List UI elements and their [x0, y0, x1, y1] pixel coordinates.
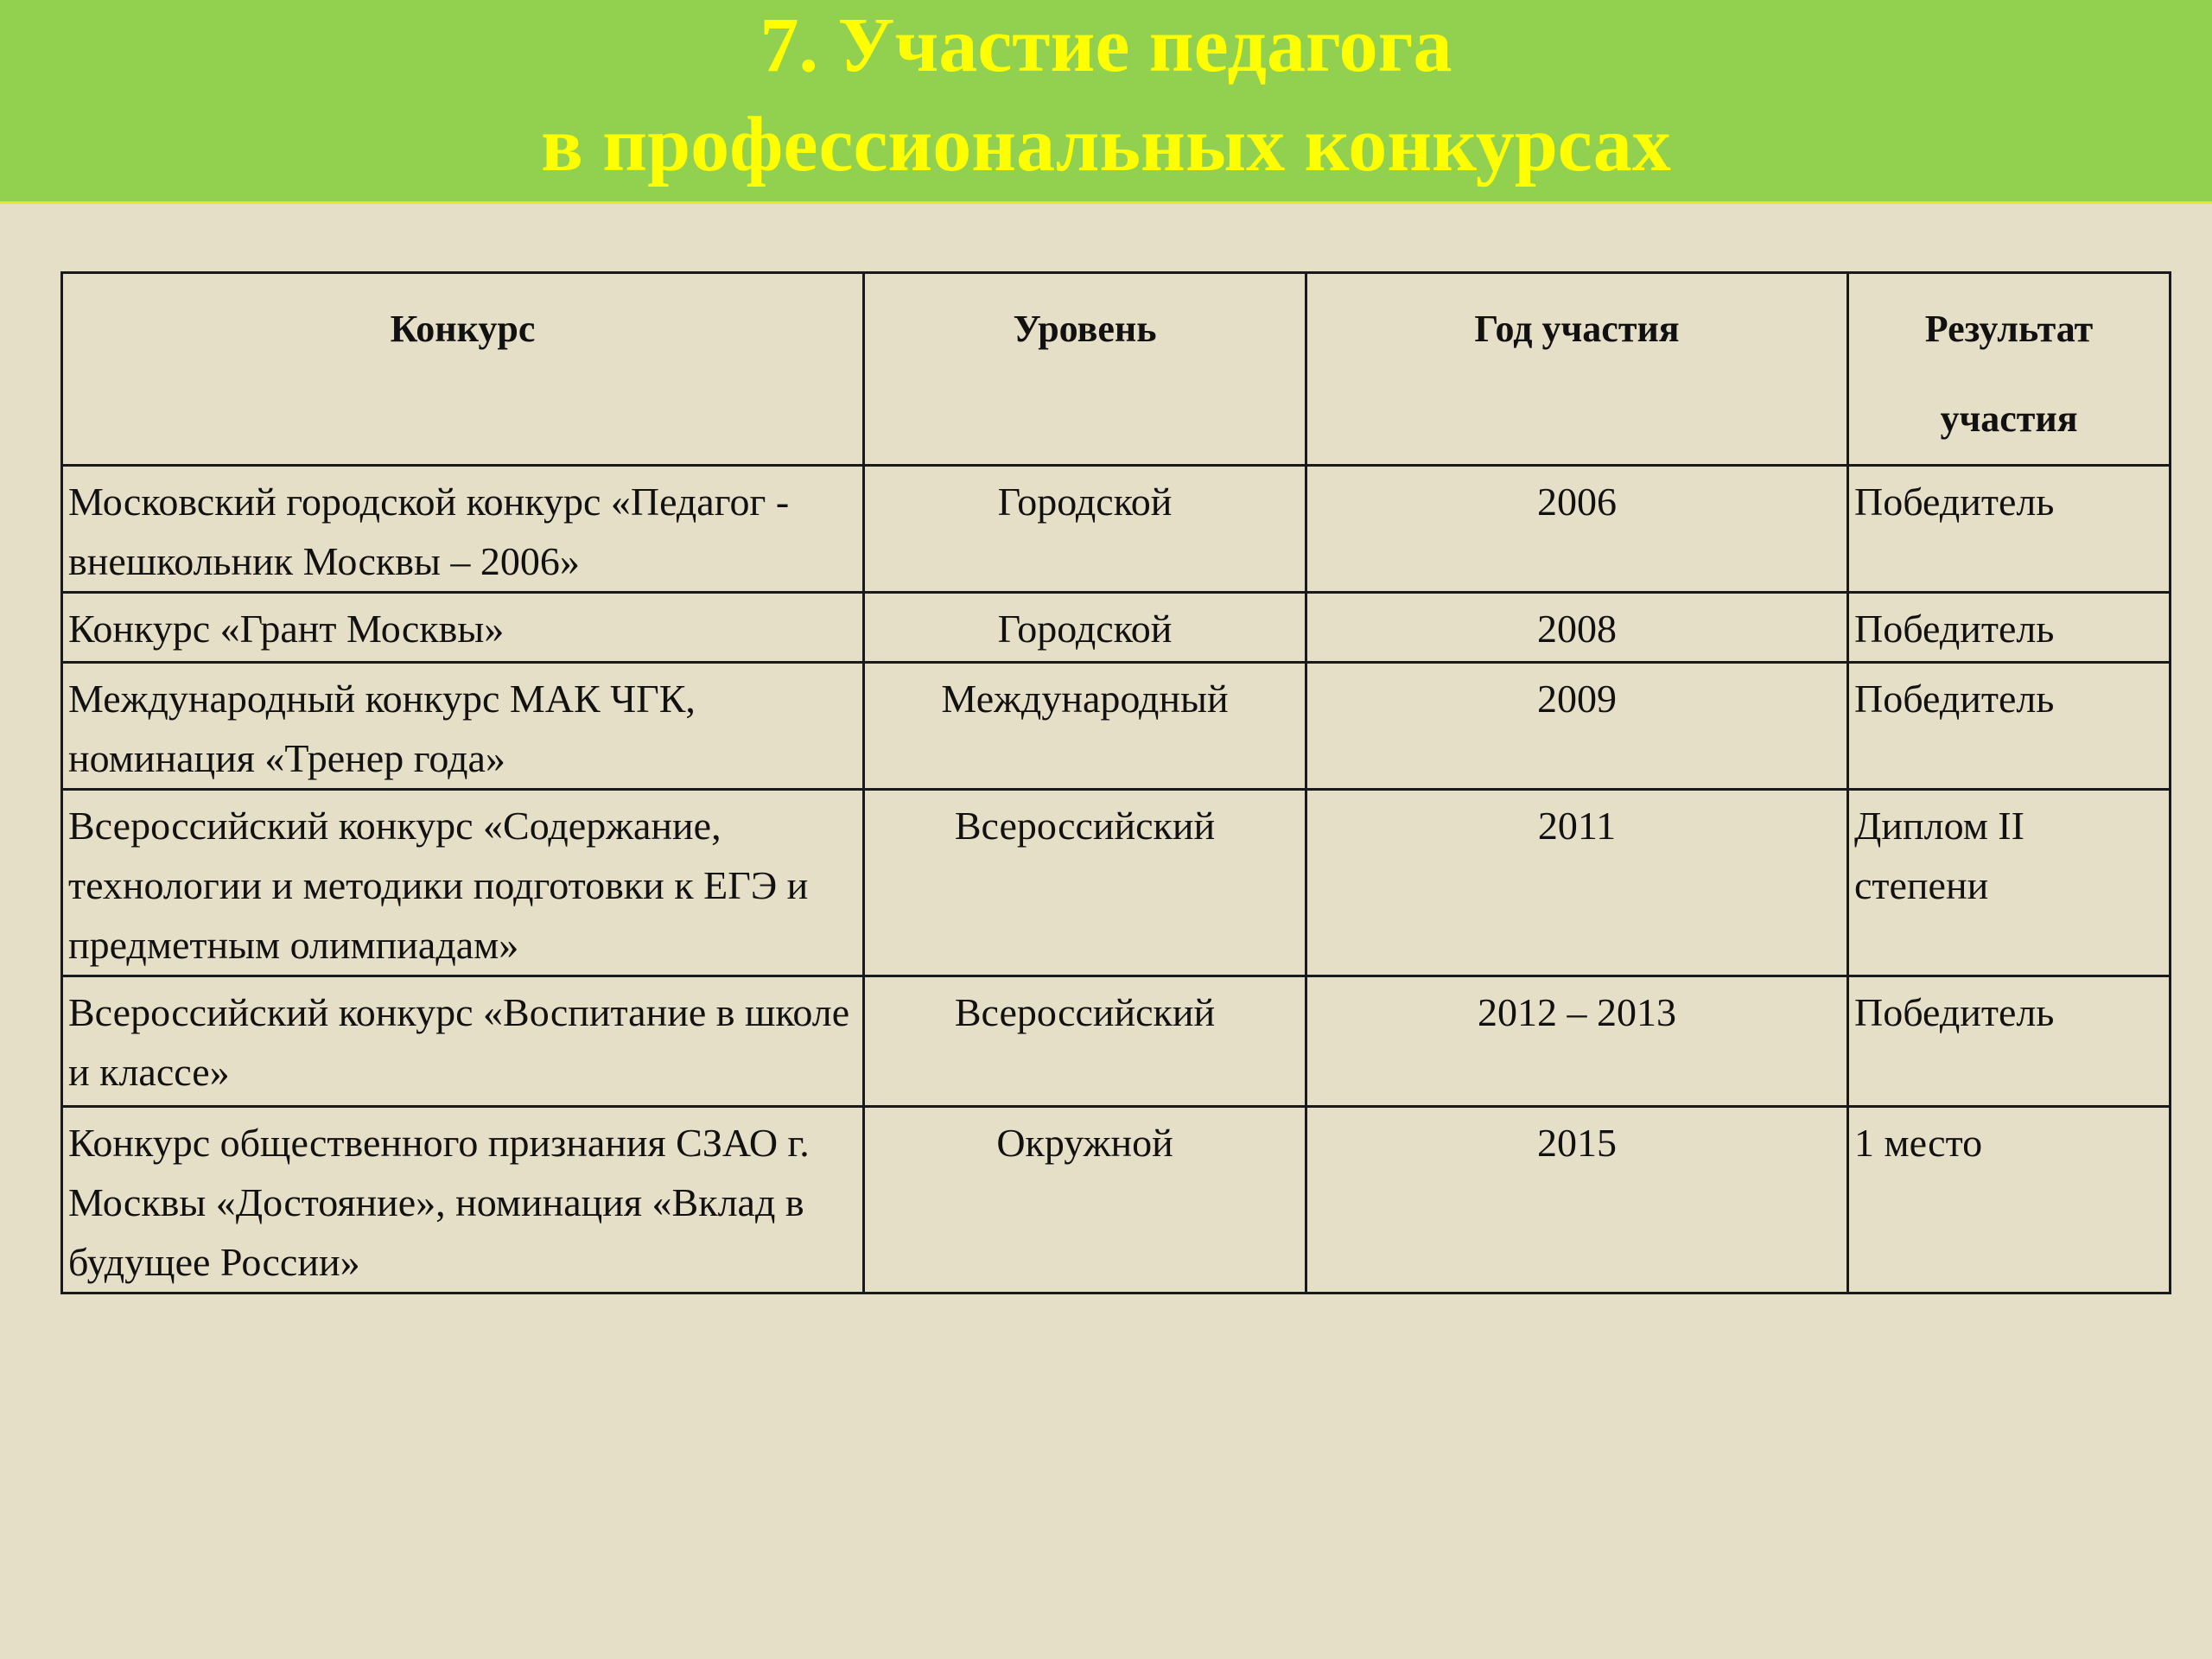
cell-contest: Всероссийский конкурс «Воспитание в школе и классе» — [62, 976, 864, 1107]
cell-year: 2009 — [1306, 663, 1848, 790]
table-row — [62, 790, 2171, 976]
cell-result: Победитель — [1848, 663, 2171, 790]
header-result-line-2: участия — [1940, 397, 2078, 440]
page-title-line-1: 7. Участие педагога — [760, 3, 1452, 88]
table-row — [62, 466, 2171, 593]
cell-level: Всероссийский — [864, 790, 1306, 976]
cell-year: 2012 – 2013 — [1306, 976, 1848, 1107]
cell-result: 1 место — [1848, 1107, 2171, 1294]
title-banner — [0, 0, 2212, 204]
contests-table — [60, 271, 2171, 1294]
cell-contest: Всероссийский конкурс «Содержание, технологии и методики подготовки к ЕГЭ и предметным олимпиадам» — [62, 790, 864, 976]
header-result — [1848, 273, 2171, 466]
table-header-row — [62, 273, 2171, 466]
cell-year: 2011 — [1306, 790, 1848, 976]
cell-contest: Конкурс общественного признания СЗАО г. Москвы «Достояние», номинация «Вклад в будущее России» — [62, 1107, 864, 1294]
cell-year: 2015 — [1306, 1107, 1848, 1294]
cell-level: Городской — [864, 466, 1306, 593]
cell-year: 2006 — [1306, 466, 1848, 593]
header-level: Уровень — [864, 273, 1306, 466]
cell-result: Диплом II степени — [1848, 790, 2171, 976]
cell-contest: Московский городской конкурс «Педагог - внешкольник Москвы – 2006» — [62, 466, 864, 593]
header-year: Год участия — [1306, 273, 1848, 466]
cell-result: Победитель — [1848, 976, 2171, 1107]
cell-contest: Международный конкурс МАК ЧГК, номинация «Тренер года» — [62, 663, 864, 790]
cell-result: Победитель — [1848, 593, 2171, 663]
table-row — [62, 593, 2171, 663]
header-result-line-1: Результат — [1924, 308, 2094, 350]
table-row — [62, 1107, 2171, 1294]
cell-year: 2008 — [1306, 593, 1848, 663]
cell-level: Окружной — [864, 1107, 1306, 1294]
cell-level: Городской — [864, 593, 1306, 663]
cell-level: Всероссийский — [864, 976, 1306, 1107]
cell-result: Победитель — [1848, 466, 2171, 593]
cell-contest: Конкурс «Грант Москвы» — [62, 593, 864, 663]
table-row — [62, 976, 2171, 1107]
header-contest: Конкурс — [62, 273, 864, 466]
table-row — [62, 663, 2171, 790]
cell-level: Международный — [864, 663, 1306, 790]
page-title-line-2: в профессиональных конкурсах — [541, 102, 1671, 188]
